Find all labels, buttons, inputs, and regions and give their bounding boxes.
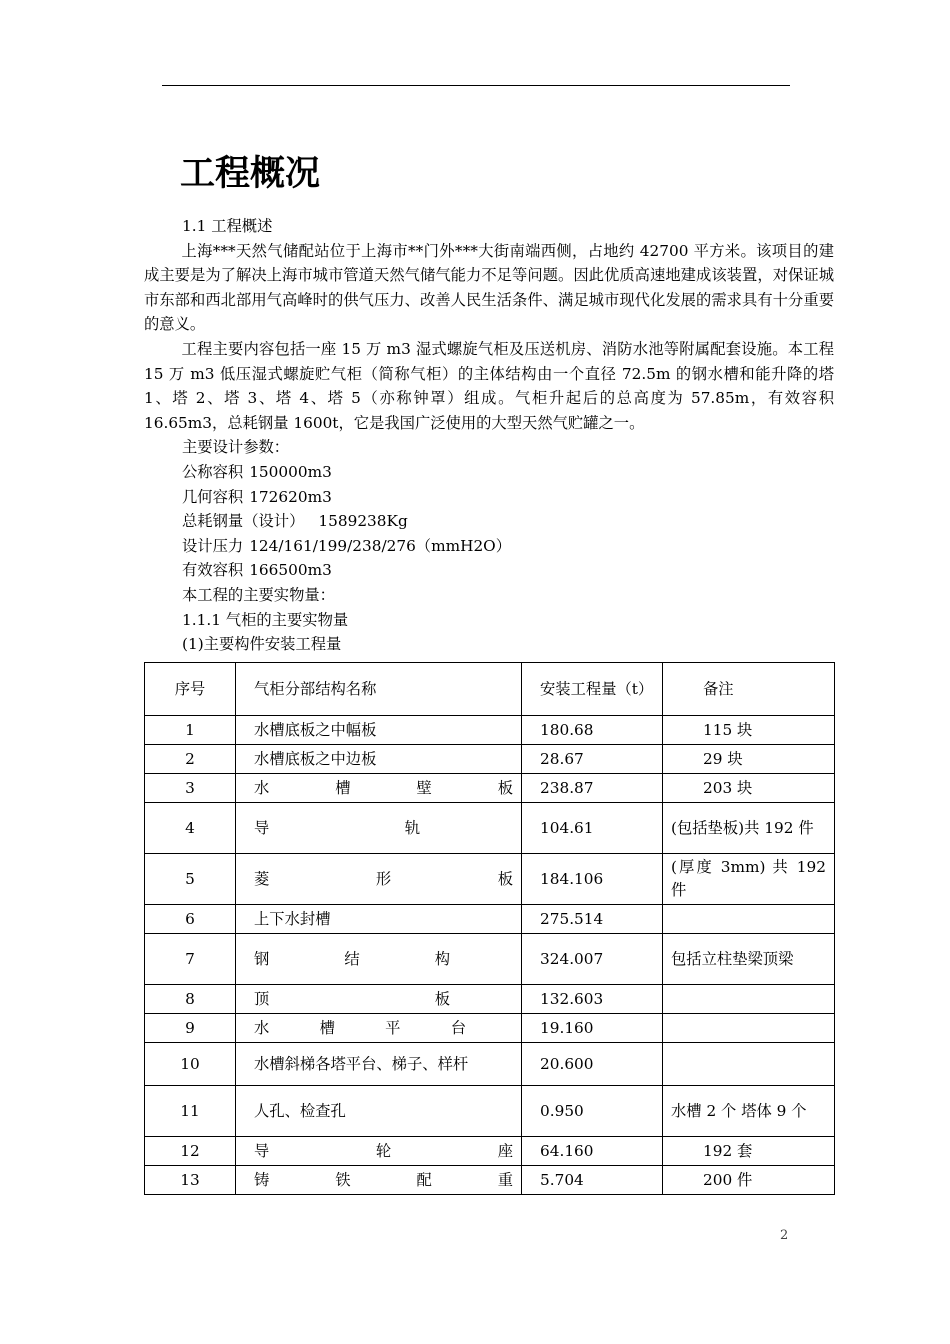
cell-note [663,1014,835,1043]
cell-qty: 19.160 [522,1014,663,1043]
cell-name-text: 水槽平台 [254,1018,466,1037]
cell-qty: 324.007 [522,934,663,985]
cell-no: 2 [145,745,236,774]
page-number: 2 [780,1228,789,1243]
document-body [144,214,834,657]
cell-qty: 275.514 [522,905,663,934]
cell-note [663,1043,835,1086]
table-row [145,854,835,905]
cell-note: 115 块 [663,716,835,745]
page-title: 工程概况 [180,154,321,194]
table-row [145,905,835,934]
cell-name [236,803,522,854]
header-qty: 安装工程量（t） [522,663,663,716]
table-row [145,1166,835,1195]
cell-name [236,1014,522,1043]
cell-note: 水槽 2 个 塔体 9 个 [663,1086,835,1137]
cell-no: 10 [145,1043,236,1086]
cell-note [663,905,835,934]
param-row [144,509,834,534]
cell-note: 192 套 [663,1137,835,1166]
cell-no: 1 [145,716,236,745]
cell-no: 5 [145,854,236,905]
cell-qty: 104.61 [522,803,663,854]
cell-name: 导轮座 [236,1137,522,1166]
cell-no: 6 [145,905,236,934]
cell-note: 包括立柱垫梁顶梁 [663,934,835,985]
cell-qty: 64.160 [522,1137,663,1166]
header-rule [162,85,790,86]
params-heading: 主要设计参数： [182,438,290,457]
table-row [145,1137,835,1166]
cell-no: 3 [145,774,236,803]
cell-name: 上下水封槽 [236,905,522,934]
section-heading: 1.1 工程概述 [182,217,273,235]
cell-name: 水槽斜梯各塔平台、梯子、样杆 [236,1043,522,1086]
cell-note: 200 件 [663,1166,835,1195]
header-name: 气柜分部结构名称 [236,663,522,716]
param-value: 1589238Kg [318,512,408,531]
cell-no: 11 [145,1086,236,1137]
cell-name: 菱形板 [236,854,522,905]
table-row [145,803,835,854]
table-row [145,745,835,774]
cell-no: 8 [145,985,236,1014]
sub-heading: 1.1.1 气柜的主要实物量 [182,610,349,629]
cell-name: 人孔、检查孔 [236,1086,522,1137]
cell-name: 铸铁配重 [236,1166,522,1195]
cell-note [663,985,835,1014]
cell-no: 13 [145,1166,236,1195]
table-row [145,1086,835,1137]
param-label: 几何容积 [182,487,244,506]
cell-name [236,985,522,1014]
cell-note: (厚度 3mm) 共 192 件 [663,854,835,905]
param-value: 172620m3 [249,487,332,506]
cell-qty: 20.600 [522,1043,663,1086]
paragraph-scope: 工程主要内容包括一座 15 万 m3 湿式螺旋气柜及压送机房、消防水池等附属配套设施。本工程 15 万 m3 低压湿式螺旋贮气柜（简称气柜）的主体结构由一个直径 72.5m 的钢水槽和能升降的塔 1、塔 2、塔 3、塔 4、塔 5（亦称钟罩）组成。气柜升起后的总高度为 57.85m，有效容积 16.65m3，总耗钢量 1600t，它是我国广泛使用的大型天然气贮罐之一。 [144,339,834,432]
param-value: 150000m3 [249,462,332,481]
table-row [145,1043,835,1086]
cell-qty: 180.68 [522,716,663,745]
cell-name [236,934,522,985]
cell-no: 9 [145,1014,236,1043]
cell-qty: 0.950 [522,1086,663,1137]
cell-qty: 28.67 [522,745,663,774]
table-row [145,716,835,745]
param-value: 166500m3 [249,561,332,580]
cell-no: 7 [145,934,236,985]
cell-name: 水槽底板之中边板 [236,745,522,774]
param-row [144,460,834,485]
cell-no: 12 [145,1137,236,1166]
header-note: 备注 [663,663,835,716]
cell-note: (包括垫板)共 192 件 [663,803,835,854]
table-row [145,985,835,1014]
quantities-heading: 本工程的主要实物量： [182,585,335,604]
cell-qty: 238.87 [522,774,663,803]
cell-name-text: 导轨 [254,818,420,837]
param-label: 有效容积 [182,561,244,580]
table-caption: (1)主要构件安装工程量 [182,635,342,654]
paragraph-overview: 上海***天然气储配站位于上海市**门外***大街南端西侧，占地约 42700 平方米。该项目的建成主要是为了解决上海市城市管道天然气储气能力不足等问题。因此优质高速地建成该装置，对保证城市东部和西北部用气高峰时的供气压力、改善人民生活条件、满足城市现代化发展的需求具有十分重要的意义。 [144,241,834,334]
table-row [145,934,835,985]
cell-qty: 132.603 [522,985,663,1014]
cell-name-text: 顶板 [254,989,450,1008]
param-label: 设计压力 [182,536,244,555]
cell-name: 水槽底板之中幅板 [236,716,522,745]
header-no: 序号 [145,663,236,716]
cell-note: 203 块 [663,774,835,803]
cell-name: 水槽壁板 [236,774,522,803]
cell-qty: 5.704 [522,1166,663,1195]
param-row [144,558,834,583]
table-row [145,774,835,803]
table-row [145,1014,835,1043]
param-row [144,534,834,559]
param-label: 总耗钢量（设计） [182,512,305,531]
table-header-row [145,663,835,716]
param-label: 公称容积 [182,462,244,481]
param-value: 124/161/199/238/276（mmH2O） [249,536,512,555]
cell-name-text: 钢结构 [254,949,450,968]
quantity-table [144,662,835,1195]
cell-qty: 184.106 [522,854,663,905]
cell-no: 4 [145,803,236,854]
cell-note: 29 块 [663,745,835,774]
param-row [144,485,834,510]
